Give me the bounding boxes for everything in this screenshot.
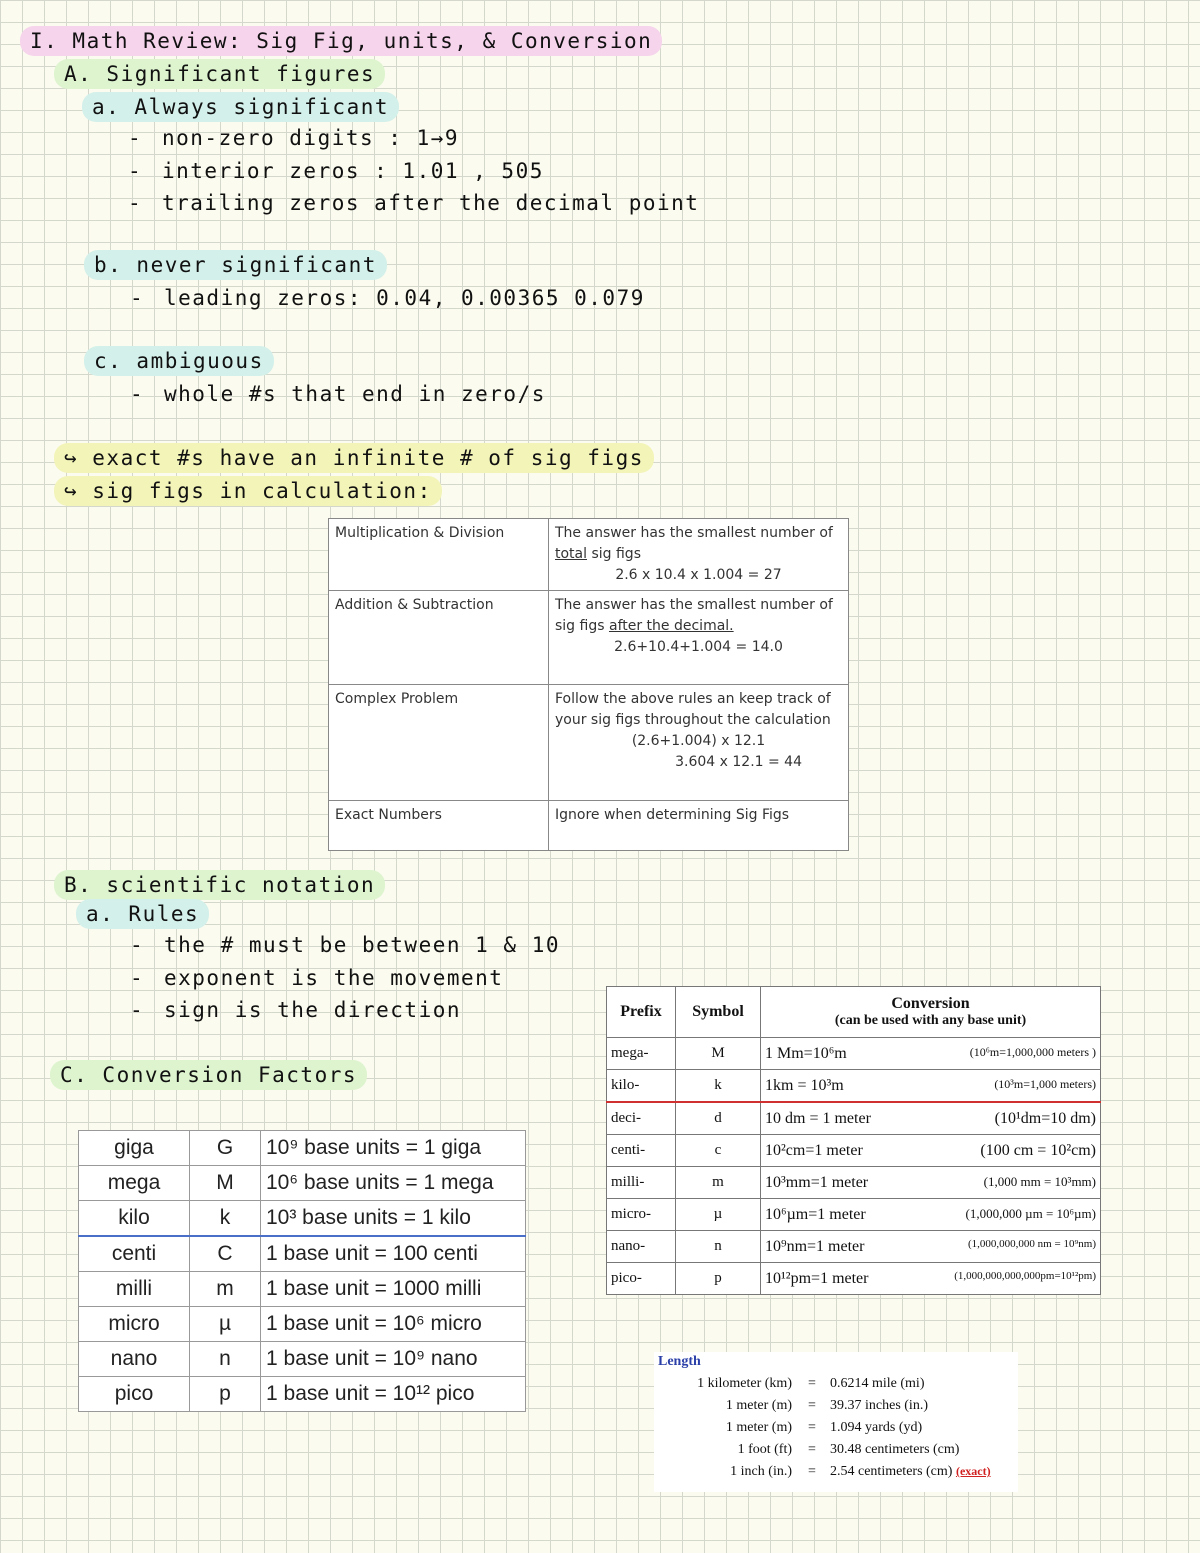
rule-description (549, 591, 849, 685)
conversion-cell (761, 1038, 1101, 1070)
prefix-cell: centi (79, 1236, 190, 1272)
table-row (79, 1272, 526, 1307)
prefix-cell: nano- (607, 1231, 676, 1263)
table-row (79, 1201, 526, 1237)
prefix-cell: micro- (607, 1199, 676, 1231)
conversion-note: (1,000,000,000,000pm=10¹²pm) (954, 1269, 1096, 1282)
symbol-cell: p (676, 1263, 761, 1295)
prefix-cell: giga (79, 1131, 190, 1166)
prefix-cell: kilo (79, 1201, 190, 1237)
conversion-cell (761, 1102, 1101, 1135)
symbol-cell: G (190, 1131, 261, 1166)
never-item-1: leading zeros: 0.04, 0.00365 0.079 (164, 286, 645, 310)
exact-numbers-note: ↪ exact #s have an infinite # of sig figs (54, 443, 654, 473)
notation-rule-3: sign is the direction (164, 998, 462, 1022)
prefix-cell: nano (79, 1342, 190, 1377)
rule-text: The answer has the smallest number of sig figs (555, 597, 833, 634)
conversion-cell (761, 1263, 1101, 1295)
symbol-cell: C (190, 1236, 261, 1272)
rule-underline: after the decimal. (608, 618, 734, 634)
conversion-note: (1,000 mm = 10³mm) (983, 1173, 1096, 1189)
conversion-value: 10¹²pm=1 meter (765, 1269, 869, 1287)
rule-cell: 1 base unit = 1000 milli (261, 1272, 526, 1307)
never-significant-label: b. never significant (84, 250, 387, 280)
prefix-cell: pico- (607, 1263, 676, 1295)
conversion-value: 1 Mm=10⁶m (765, 1044, 847, 1062)
table-row (79, 1166, 526, 1201)
symbol-cell: M (676, 1038, 761, 1070)
prefix-cell: kilo- (607, 1070, 676, 1103)
conversion-note: (100 cm = 10²cm) (980, 1141, 1096, 1159)
rule-example: 2.6+10.4+1.004 = 14.0 (614, 639, 783, 655)
rule-example: (2.6+1.004) x 12.1 (631, 733, 766, 749)
section-a-heading: A. Significant figures (54, 59, 385, 89)
table-row (79, 1377, 526, 1412)
symbol-cell: p (190, 1377, 261, 1412)
length-equals: = (808, 1442, 816, 1457)
rule-cell: 1 base unit = 10¹² pico (261, 1377, 526, 1412)
length-to: 39.37 inches (in.) (830, 1398, 928, 1413)
calculation-note: ↪ sig figs in calculation: (54, 476, 442, 506)
table-row (607, 1231, 1101, 1263)
header-prefix: Prefix (607, 987, 676, 1038)
table-header-row (607, 987, 1101, 1038)
symbol-cell: k (676, 1070, 761, 1103)
conversion-value: 10³mm=1 meter (765, 1173, 869, 1191)
symbol-cell: n (676, 1231, 761, 1263)
rule-label: Complex Problem (329, 685, 549, 801)
symbol-cell: µ (676, 1199, 761, 1231)
rule-cell: 1 base unit = 10⁶ micro (261, 1307, 526, 1342)
conversion-cell (761, 1135, 1101, 1167)
conversion-value: 10²cm=1 meter (765, 1141, 863, 1159)
length-to: 0.6214 mile (mi) (830, 1376, 925, 1391)
ambiguous-label: c. ambiguous (84, 346, 274, 376)
length-from: 1 meter (m) (725, 1420, 792, 1435)
length-from: 1 foot (ft) (737, 1442, 792, 1457)
conversion-cell (761, 1231, 1101, 1263)
page-title: I. Math Review: Sig Fig, units, & Conversion (20, 26, 662, 56)
always-significant-label: a. Always significant (82, 92, 399, 122)
symbol-cell: n (190, 1342, 261, 1377)
header-conversion-title: Conversion (891, 995, 970, 1012)
table-row (607, 1263, 1101, 1295)
conversion-cell (761, 1167, 1101, 1199)
table-row (329, 519, 849, 591)
table-row (79, 1131, 526, 1166)
length-row (654, 1376, 1014, 1398)
rule-cell: 1 base unit = 10⁹ nano (261, 1342, 526, 1377)
length-row (654, 1398, 1014, 1420)
table-row (329, 685, 849, 801)
rule-underline: total (555, 546, 588, 562)
conversion-factors-table (78, 1130, 526, 1412)
symbol-cell: c (676, 1135, 761, 1167)
rules-label: a. Rules (76, 899, 209, 929)
length-to: 1.094 yards (yd) (830, 1420, 923, 1435)
table-row (607, 1167, 1101, 1199)
rule-cell: 10³ base units = 1 kilo (261, 1201, 526, 1237)
symbol-cell: m (676, 1167, 761, 1199)
rule-example-2: 3.604 x 12.1 = 44 (675, 754, 802, 770)
rule-example: 2.6 x 10.4 x 1.004 = 27 (615, 567, 782, 583)
always-item-3: trailing zeros after the decimal point (162, 191, 700, 215)
conversion-cell (761, 1199, 1101, 1231)
section-c-heading: C. Conversion Factors (50, 1060, 367, 1090)
length-row (654, 1464, 1014, 1486)
table-row (607, 1070, 1101, 1103)
prefix-cell: mega (79, 1166, 190, 1201)
conversion-note: (1,000,000,000 nm = 10⁹nm) (968, 1237, 1096, 1250)
table-row (607, 1102, 1101, 1135)
table-row (607, 1038, 1101, 1070)
bullet-dash: - (130, 286, 143, 310)
table-row (329, 801, 849, 851)
exact-tag: (exact) (955, 1464, 991, 1478)
length-equals: = (808, 1376, 816, 1391)
conversion-note: (10¹dm=10 dm) (994, 1109, 1096, 1127)
rule-text: Follow the above rules an keep track of your sig figs throughout the calculation (555, 691, 831, 728)
conversion-cell (761, 1070, 1101, 1103)
length-title: Length (658, 1354, 701, 1369)
sig-fig-rules-table (328, 518, 849, 851)
prefix-cell: mega- (607, 1038, 676, 1070)
symbol-cell: µ (190, 1307, 261, 1342)
length-from: 1 inch (in.) (730, 1464, 792, 1479)
header-conversion-sub: (can be used with any base unit) (834, 1013, 1027, 1028)
length-to (830, 1464, 991, 1480)
notation-rule-1: the # must be between 1 & 10 (164, 933, 561, 957)
table-row (79, 1307, 526, 1342)
prefix-cell: deci- (607, 1102, 676, 1135)
rule-description: Ignore when determining Sig Figs (549, 801, 849, 851)
rule-cell: 10⁶ base units = 1 mega (261, 1166, 526, 1201)
rule-label: Exact Numbers (329, 801, 549, 851)
bullet-dash: - (128, 191, 141, 215)
symbol-cell: m (190, 1272, 261, 1307)
length-row (654, 1420, 1014, 1442)
rule-description (549, 685, 849, 801)
prefix-table (606, 986, 1101, 1295)
length-equals: = (808, 1464, 816, 1479)
length-equals: = (808, 1420, 816, 1435)
bullet-dash: - (130, 382, 143, 406)
bullet-dash: - (128, 126, 141, 150)
table-row (329, 591, 849, 685)
conversion-value: 10⁶µm=1 meter (765, 1205, 866, 1223)
table-row (79, 1342, 526, 1377)
prefix-cell: micro (79, 1307, 190, 1342)
section-b-heading: B. scientific notation (54, 870, 385, 900)
rule-cell: 1 base unit = 100 centi (261, 1236, 526, 1272)
ambiguous-item-1: whole #s that end in zero/s (164, 382, 546, 406)
bullet-dash: - (130, 966, 143, 990)
rule-cell: 10⁹ base units = 1 giga (261, 1131, 526, 1166)
table-row (607, 1199, 1101, 1231)
notation-rule-2: exponent is the movement (164, 966, 504, 990)
header-conversion (761, 987, 1101, 1038)
conversion-note: (1,000,000 µm = 10⁶µm) (965, 1205, 1096, 1221)
rule-label: Multiplication & Division (329, 519, 549, 591)
bullet-dash: - (130, 933, 143, 957)
rule-description (549, 519, 849, 591)
bullet-dash: - (130, 998, 143, 1022)
prefix-cell: pico (79, 1377, 190, 1412)
always-item-2: interior zeros : 1.01 , 505 (162, 159, 544, 183)
symbol-cell: M (190, 1166, 261, 1201)
symbol-cell: d (676, 1102, 761, 1135)
rule-text-end: sig figs (587, 546, 641, 562)
symbol-cell: k (190, 1201, 261, 1237)
length-conversions (654, 1352, 1018, 1492)
length-to-value: 2.54 centimeters (cm) (830, 1464, 953, 1479)
prefix-cell: centi- (607, 1135, 676, 1167)
rule-label: Addition & Subtraction (329, 591, 549, 685)
table-row (607, 1135, 1101, 1167)
prefix-cell: milli (79, 1272, 190, 1307)
rule-text: The answer has the smallest number of (555, 525, 833, 541)
length-equals: = (808, 1398, 816, 1413)
conversion-note: (10³m=1,000 meters) (994, 1076, 1096, 1091)
always-item-1: non-zero digits : 1→9 (162, 126, 460, 150)
conversion-value: 10 dm = 1 meter (765, 1109, 871, 1127)
bullet-dash: - (128, 159, 141, 183)
length-from: 1 kilometer (km) (697, 1376, 792, 1391)
conversion-value: 10⁹nm=1 meter (765, 1237, 865, 1255)
length-to: 30.48 centimeters (cm) (830, 1442, 960, 1457)
conversion-note: (10⁶m=1,000,000 meters ) (969, 1044, 1096, 1059)
length-from: 1 meter (m) (725, 1398, 792, 1413)
length-row (654, 1442, 1014, 1464)
header-symbol: Symbol (676, 987, 761, 1038)
conversion-value: 1km = 10³m (765, 1076, 844, 1094)
prefix-cell: milli- (607, 1167, 676, 1199)
table-row (79, 1236, 526, 1272)
